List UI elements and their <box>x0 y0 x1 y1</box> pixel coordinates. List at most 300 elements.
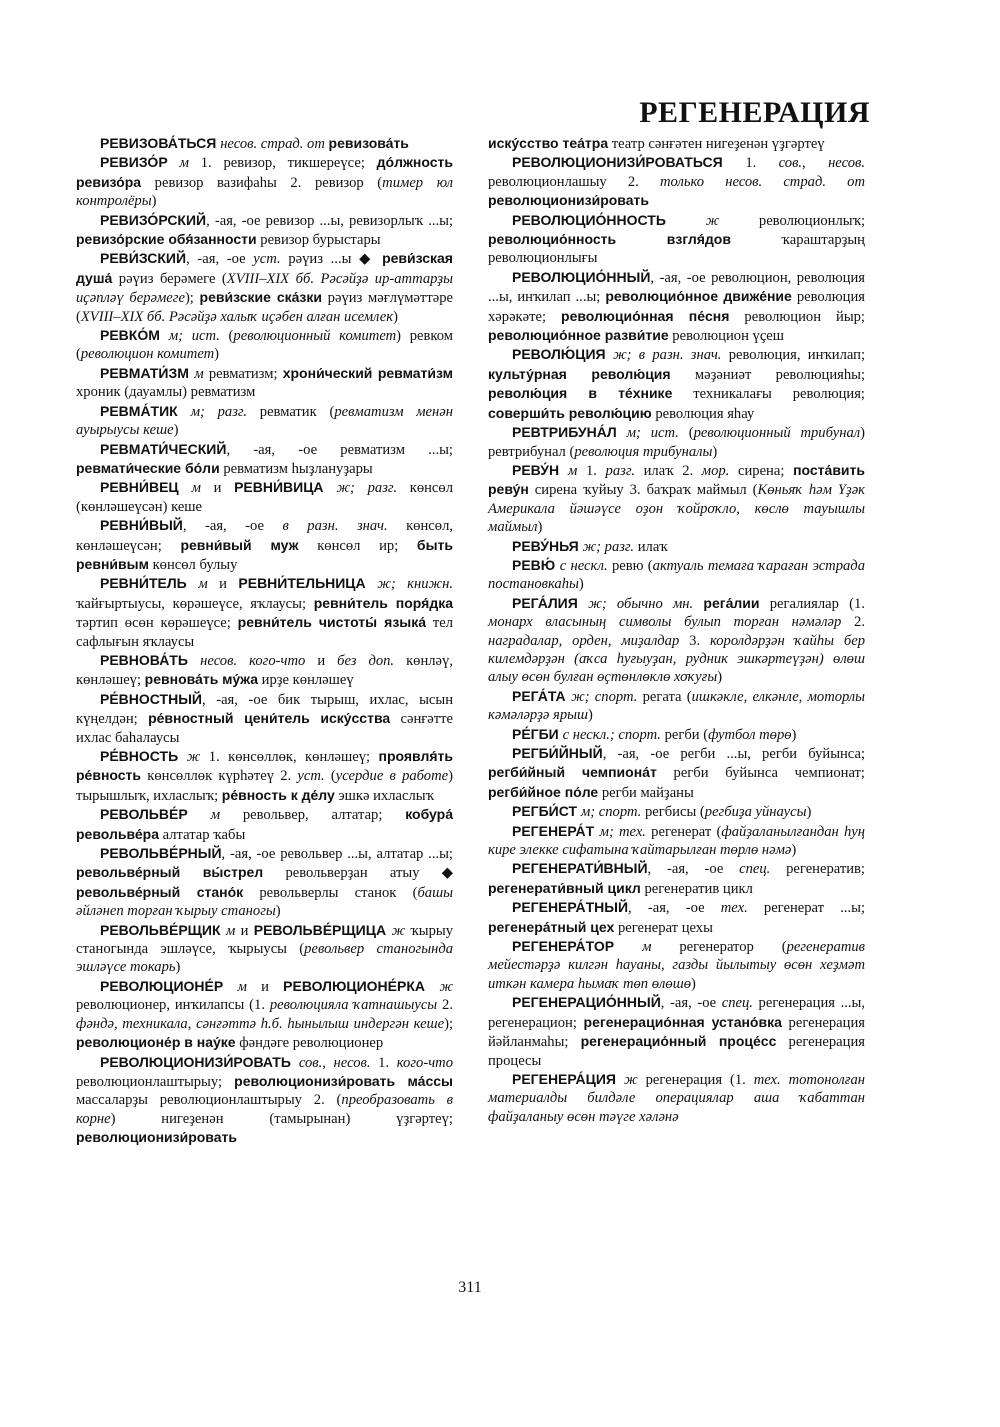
label: ревматизм менән ауырыусы кеше <box>76 403 453 439</box>
dictionary-entry <box>488 898 865 937</box>
label: регбиҙа уйнаусы <box>704 804 807 821</box>
text: регенератив цикл <box>640 880 753 897</box>
text: ) <box>537 519 543 536</box>
headword: РЕГЕНЕРАТИ́ВНЫЙ <box>512 860 648 877</box>
dictionary-entry <box>76 516 453 574</box>
text: , -ая, -ое регби ...ы, регби буйынса; <box>602 746 865 762</box>
headword: РЕ́ВНОСТЬ <box>100 748 187 764</box>
text: 1. <box>585 462 606 479</box>
dictionary-entry <box>76 440 453 479</box>
phrase: револьве́рный стано́к <box>76 883 244 900</box>
phrase: до́лжность ревизо́ра <box>76 154 453 190</box>
phrase: быть ревни́вым <box>76 536 453 572</box>
headword: РЕВИЗО́РСКИЙ <box>100 211 207 228</box>
label: сов., несов. <box>298 1054 379 1071</box>
phrase: регенерацио́нная устано́вка <box>583 1013 782 1030</box>
text: ) тырышлыҡ, ихласлыҡ; <box>76 768 453 804</box>
phrase: регби́йный чемпиона́т <box>488 764 657 781</box>
text: регенерация (1. <box>645 1071 754 1088</box>
text: револьверлы станок ( <box>243 884 418 901</box>
text: ) ревтрибунал ( <box>488 425 865 460</box>
text: револьверҙан атыу ◆ <box>263 865 453 882</box>
label: революционный трибунал <box>693 425 861 442</box>
label: усердие в работе <box>335 768 449 785</box>
text: , -ая, -ое <box>660 995 722 1012</box>
text: ҡараштарҙың революционлығы <box>488 232 865 267</box>
label: тех. <box>720 900 764 917</box>
phrase: ревнова́ть му́жа <box>144 671 259 688</box>
label: тех. тотонолған материалды билдәле операциялар аша ҡабаттан файҙаланыу өсөн тәүге хәләнә <box>488 1071 866 1125</box>
label: м <box>237 978 262 995</box>
text: , -ая, -ое револьвер ...ы, алтатар ...ы; <box>221 846 453 863</box>
dictionary-entry <box>488 537 865 556</box>
running-head: РЕГЕНЕРАЦИЯ <box>639 96 870 129</box>
label: м <box>179 155 201 172</box>
phrase: реви́зская душа́ <box>76 250 453 286</box>
label: королдәрҙән ҡайһы бер килемдәрҙән (аҡса һуғыуҙан, рудник эшкәртеүҙән) өлөш алыу өсөн булған өҫтөнлөклө хоҡуғы <box>488 632 866 686</box>
text: 1. көнсөллөк, көнләшеү; <box>208 749 379 765</box>
text: рәүиз мәғлүмәттәре ( <box>76 290 453 325</box>
dictionary-entry <box>488 822 865 860</box>
text: ) нигеҙенән (тамырынан) үҙгәртеү; <box>110 1110 453 1127</box>
label: ж; в разн. знач. <box>613 347 729 364</box>
text: ) <box>717 669 723 686</box>
headword: РЕВМА́ТИК <box>100 402 191 419</box>
text: регенерация ...ы, регенерацион; <box>488 995 865 1031</box>
headword: РЕГА́ТА <box>512 687 572 704</box>
phrase: проявля́ть ре́вность <box>76 748 453 784</box>
phrase: революционе́р в нау́ке <box>76 1034 236 1051</box>
text: регенератор ( <box>679 939 787 956</box>
dictionary-entry <box>76 747 453 805</box>
label: революцион комитет <box>80 346 215 363</box>
headword: РЕ́ВНОСТНЫЙ <box>100 690 202 707</box>
text: тәртип өсөн көрәшеүсе; <box>76 615 238 632</box>
text: регенератив; <box>786 861 865 878</box>
text: , -ая, -ое бик тырыш, ихлас, ысын күңелдән; <box>76 691 453 728</box>
headword: РЕВОЛЮ́ЦИЯ <box>512 346 614 363</box>
text: регенерат ...ы; <box>763 900 866 917</box>
headword: РЕГЕНЕРА́ЦИЯ <box>512 1070 625 1087</box>
dictionary-entry <box>488 153 865 210</box>
text: ) <box>791 842 797 859</box>
text: театр сәнғәтен нигеҙенән үҙгәртеү <box>608 136 825 152</box>
text: массаларҙы революционлаштырыу 2. ( <box>76 1092 342 1109</box>
text: 2. <box>442 997 453 1014</box>
label: наградалар, орден, миҙалдар <box>488 632 690 649</box>
label: м <box>567 462 586 479</box>
phrase: иску́сство теа́тра <box>488 135 609 151</box>
text: илаҡ 2. <box>643 462 702 479</box>
label: с нескл. <box>559 557 612 574</box>
label: революционный комитет <box>233 328 397 345</box>
dictionary-entry <box>488 687 865 725</box>
headword: РЕВУ́Н <box>512 461 568 478</box>
text: , -ая, -ое ревизор ...ы, ревизорлыҡ ...ы; <box>206 212 453 229</box>
phrase: ревизова́ть <box>328 135 409 151</box>
dictionary-entry <box>488 993 865 1070</box>
phrase: революционизи́ровать <box>76 1129 237 1146</box>
dictionary-entry <box>76 844 453 921</box>
phrase: револьве́рный вы́стрел <box>76 864 264 881</box>
text: ) ревком ( <box>76 328 453 363</box>
headword: РЕГА́ЛИЯ <box>512 594 589 611</box>
label: сов., несов. <box>778 155 865 172</box>
text: илаҡ <box>637 538 668 555</box>
phrase: регенера́тный цех <box>488 918 615 935</box>
label: фәндә, техникала, сәнғәттә һ.б. һынылыш индергән кеше <box>76 1015 445 1032</box>
headword: РЕВНИ́ТЕЛЬ <box>100 575 199 592</box>
phrase: регби́йное по́ле <box>488 783 599 800</box>
text: ) <box>151 193 157 210</box>
dictionary-entry <box>488 859 865 898</box>
text: ) <box>691 975 696 992</box>
text: ревю ( <box>611 557 653 574</box>
phrase: РЕВНИ́ТЕЛЬНИЦА <box>238 575 378 592</box>
headword: РЕВКО́М <box>100 327 169 344</box>
text: революция хәрәкәте; <box>488 289 866 325</box>
headword: РЕВОЛЮЦИОНИЗИ́РОВАТЬ <box>100 1053 299 1070</box>
label: ж; обычно мн. <box>588 595 704 612</box>
headword: РЕГЕНЕРА́ТОР <box>512 938 643 955</box>
text: ) <box>275 903 281 920</box>
text: регенерат ( <box>651 823 722 840</box>
label: несов. кого-что <box>200 652 318 669</box>
dictionary-entry <box>76 364 453 402</box>
headword: РЕВИЗОВА́ТЬСЯ <box>100 135 221 151</box>
text: регби буйынса чемпионат; <box>656 765 865 782</box>
text: регата ( <box>642 688 692 705</box>
text: көнсөллөк күрһәтеү 2. <box>141 768 298 785</box>
phrase: ре́вностный цени́тель иску́сства <box>148 710 391 727</box>
dictionary-entry <box>76 134 453 153</box>
headword: РЕВОЛЮЦИОНЕ́Р <box>100 977 238 994</box>
text: , -ая, -ое <box>647 861 740 878</box>
label: м; ист. <box>168 328 229 345</box>
dictionary-entry <box>488 725 865 744</box>
text: сирена ҡуйыу 3. баҡраҡ маймыл ( <box>528 482 758 499</box>
label: ж; книжн. <box>377 576 453 593</box>
label: ж <box>624 1071 646 1088</box>
label: башы әйләнеп торған ҡырыу станогы <box>76 884 453 920</box>
dictionary-entry <box>488 1070 865 1126</box>
text: эшкә ихласлыҡ <box>334 787 434 804</box>
label: ж <box>705 212 759 229</box>
dictionary-entry <box>488 134 865 153</box>
phrase: революцио́нное движе́ние <box>605 288 792 305</box>
headword: РЕГЕНЕРА́Т <box>512 822 600 839</box>
text: көнсөл, көнләшеүсән; <box>76 518 453 554</box>
text: революционлыҡ; <box>758 212 865 229</box>
phrase: хрони́ческий ревмати́зм <box>282 364 453 381</box>
label: актуаль темаға ҡараған эстрада постановкаһы <box>488 557 865 593</box>
text: ревматизм һыҙлануҙары <box>219 460 373 477</box>
label: революция трибуналы <box>574 443 713 460</box>
phrase: революцио́нная пе́сня <box>561 307 730 324</box>
text: ) <box>791 726 797 743</box>
headword: РЕГЕНЕРА́ТНЫЙ <box>512 899 629 916</box>
text: ); <box>184 290 200 307</box>
label: футбол төрө <box>708 726 792 743</box>
dictionary-entry <box>488 594 865 687</box>
headword: РЕВОЛЬВЕ́Р <box>100 806 211 823</box>
text: ҡырыу станогында эшләүсе, ҡырыусы ( <box>76 922 453 958</box>
label: революцияла ҡатнашыусы <box>269 997 443 1014</box>
dictionary-entry <box>76 402 453 440</box>
text: и <box>213 480 235 497</box>
text: 2. <box>854 614 865 631</box>
headword: РЕВНОВА́ТЬ <box>100 651 201 668</box>
text: техникалағы революция; <box>672 386 865 403</box>
text: ) <box>588 707 593 724</box>
text: 3. <box>689 632 710 649</box>
label: м <box>210 807 243 824</box>
headword: РЕВТРИБУНА́Л <box>512 424 627 441</box>
text: ( <box>228 328 234 345</box>
dictionary-entry <box>76 326 453 364</box>
phrase: ревни́вый муж <box>180 536 299 553</box>
label: м <box>198 576 220 593</box>
text: көнсөл ир; <box>298 537 417 554</box>
text: ирҙе көнләшеү <box>258 672 354 689</box>
label: XVIII–XIX бб. Рәсәйҙә ир-аттарҙы иҫәпләү берәмеге <box>76 270 453 307</box>
dictionary-entry <box>488 211 865 268</box>
text: революция, инҡилап; <box>728 347 866 364</box>
text: ) <box>578 576 584 593</box>
text: көнләү, көнләшеү; <box>76 652 453 689</box>
headword: РЕВУ́НЬЯ <box>512 537 583 554</box>
dictionary-entry <box>76 921 453 977</box>
text: и <box>219 576 239 593</box>
headword: РЕВОЛЮЦИО́ННОСТЬ <box>512 211 706 228</box>
label: м; ист. <box>626 425 689 442</box>
text: регбисы ( <box>644 804 705 821</box>
headword: РЕВОЛЮЦИОНИЗИ́РОВАТЬСЯ <box>512 154 746 171</box>
right-column <box>488 134 865 1126</box>
label: револьвер станогында эшләүсе токарь <box>76 941 453 976</box>
label: Көньяҡ һәм Үҙәк Америкала йәшәүсе оҙон ҡойроҡло, көслө тауышлы маймыл <box>488 482 865 536</box>
phrase: культу́рная револю́ция <box>488 365 671 382</box>
headword: РЕВОЛЬВЕ́РЩИК <box>100 921 227 938</box>
phrase: регенерати́вный цикл <box>488 879 641 896</box>
label: ж; разг. <box>582 538 638 555</box>
phrase: регенерацио́нный проце́сс <box>580 1033 777 1050</box>
text: регби майҙаны <box>598 784 694 801</box>
label: ж <box>186 749 209 765</box>
dictionary-entry <box>488 937 865 993</box>
phrase: кобура́ револьве́ра <box>76 806 453 842</box>
text: и <box>261 978 284 995</box>
dictionary-entry <box>76 977 453 1053</box>
headword: РЕВМАТИ́ЧЕСКИЙ <box>100 440 227 457</box>
phrase: револю́ция в те́хнике <box>488 385 673 402</box>
label: несов. страд. от <box>220 136 329 152</box>
phrase: революцио́нное разви́тие <box>488 327 669 344</box>
text: регенерация йәйланмаһы; <box>488 1014 865 1051</box>
phrase: ревмати́ческие бо́ли <box>76 459 220 476</box>
label: м <box>226 922 241 939</box>
text: революцион йыр; <box>729 308 865 325</box>
phrase: реви́зские ска́зки <box>199 289 322 306</box>
text: рәүиз ...ы ◆ <box>288 251 383 268</box>
label: м; разг. <box>190 403 260 420</box>
text: 1. ревизор, тикшереүсе; <box>200 155 377 172</box>
text: сәнғәтте ихлас баһалаусы <box>76 711 453 746</box>
dictionary-entry <box>488 556 865 594</box>
text: ( <box>330 768 336 785</box>
label: ж; разг. <box>336 480 410 497</box>
label: монарх власының символы булып торған нәмәләр <box>488 614 855 631</box>
headword: РЕВНИ́ВЕЦ <box>100 479 192 496</box>
headword: РЕВИЗО́Р <box>100 154 180 171</box>
phrase: РЕВОЛЮЦИОНЕ́РКА <box>283 977 440 994</box>
label: м; тех. <box>599 823 652 840</box>
left-column <box>76 134 453 1148</box>
label: файҙаланылғандан һуң кире элекке сифатына ҡайтарылған төрлө нәмә <box>488 823 866 859</box>
phrase: ре́вность к де́лу <box>221 786 335 803</box>
label: преобразовать в корне <box>76 1092 453 1127</box>
phrase: РЕВОЛЬВЕ́РЩИЦА <box>253 921 392 938</box>
text: ревматизм; <box>208 365 283 382</box>
dictionary-entry <box>488 345 865 423</box>
dictionary-entry <box>488 268 865 346</box>
text: хроник (дауамлы) ревматизм <box>76 384 256 401</box>
phrase: ревизо́рские обя́занности <box>76 231 257 248</box>
headword: РЕВМАТИ́ЗМ <box>100 364 195 381</box>
dictionary-entry <box>76 651 453 690</box>
text: и <box>240 922 254 939</box>
dictionary-entry <box>488 802 865 821</box>
label: ж <box>439 978 454 995</box>
text: ) <box>806 804 812 821</box>
text: регби ( <box>664 726 709 743</box>
label: регенератив мейестәрҙә килгән һауаны, газды йылытыу өсөн хеҙмәт иткән камера һымаҡ төп өлөшө <box>488 939 865 992</box>
text: революцион үҫеш <box>668 328 785 345</box>
headword: РЕВОЛЮЦИО́ННЫЙ <box>512 268 651 285</box>
text: регалиялар (1. <box>759 595 865 612</box>
text: ( <box>688 425 694 442</box>
label: мор. <box>701 462 738 479</box>
text: ) <box>214 346 220 363</box>
label: спец. <box>739 861 787 878</box>
text: ); <box>444 1015 453 1032</box>
page-number: 311 <box>458 1279 482 1296</box>
phrase: революцио́нность взгля́дов <box>488 231 731 248</box>
label: ишкәкле, елкәнле, моторлы кәмәләрҙә ярыш <box>488 688 866 724</box>
label: ж; спорт. <box>571 688 643 705</box>
dictionary-entry <box>488 744 865 802</box>
text: регенерат цехы <box>614 919 713 936</box>
text: регенерация процесы <box>488 1034 865 1069</box>
label: без доп. <box>337 652 407 669</box>
label: с нескл.; спорт. <box>562 726 665 743</box>
label: разг. <box>605 462 644 479</box>
phrase: соверши́ть револю́цию <box>488 404 652 421</box>
dictionary-entry <box>76 153 453 210</box>
dictionary-entry <box>76 211 453 250</box>
phrase: революционизи́ровать ма́ссы <box>234 1072 453 1089</box>
text: ҡайғыртыусы, көрәшеүсе, яҡлаусы; <box>76 595 314 612</box>
label: м <box>642 939 680 956</box>
label: м; спорт. <box>580 804 645 821</box>
dictionary-entry <box>488 423 865 461</box>
headword: РЕГЕНЕРАЦИО́ННЫЙ <box>512 994 661 1011</box>
dictionary-entry <box>76 249 453 326</box>
text: революция яһау <box>651 405 755 422</box>
label: кого-что <box>396 1054 453 1071</box>
label: XVIII–XIX бб. Рәсәйҙә халыҡ иҫәбен алған исемлек <box>80 308 394 325</box>
text: 1. <box>745 155 779 172</box>
label: уст. <box>253 251 289 268</box>
headword: РЕВИ́ЗСКИЙ <box>100 250 187 267</box>
dictionary-entry <box>488 461 865 537</box>
text: алтатар ҡабы <box>159 826 246 843</box>
text: ревизор вазифаһы 2. ревизор ( <box>141 174 383 191</box>
phrase: ревни́тель чистоты́ языка́ <box>237 614 427 631</box>
label: в разн. знач. <box>282 518 407 535</box>
label: м <box>194 365 209 382</box>
phrase: поста́вить реву́н <box>488 461 865 498</box>
text: рәүиз берәмеге ( <box>112 270 227 287</box>
text: ) <box>393 308 398 325</box>
text: , -ая, -ое ревматизм ...ы; <box>226 441 453 458</box>
text: көнсөл (көнләшеүсән) кеше <box>76 480 453 515</box>
phrase: ревни́тель поря́дка <box>313 594 454 611</box>
headword: РЕГБИ́ЙНЫЙ <box>512 745 603 761</box>
text: ) <box>175 959 181 976</box>
label: только несов. страд. от <box>660 173 865 190</box>
label: тимер юл контролёры <box>76 174 453 210</box>
text: тел сафлығын яҡлаусы <box>76 615 453 650</box>
text: мәҙәниәт революцияһы; <box>670 366 865 383</box>
dictionary-entry <box>76 805 453 844</box>
text: сирена; <box>738 462 794 479</box>
dictionary-entry <box>76 690 453 747</box>
text: и <box>317 652 338 669</box>
text: 1. <box>378 1054 397 1071</box>
text: ) <box>173 422 179 439</box>
text: ревматик ( <box>259 403 335 420</box>
headword: РЕВЮ́ <box>512 556 560 573</box>
text: , -ая, -ое <box>182 518 283 535</box>
headword: РЕВНИ́ВЫЙ <box>100 517 183 534</box>
dictionary-entry <box>76 478 453 516</box>
text: , -ая, -ое <box>628 900 721 917</box>
phrase: революционизи́ровать <box>488 192 649 209</box>
label: м <box>191 480 214 497</box>
text: ревизор бурыстары <box>256 232 381 249</box>
label: спец. <box>721 995 759 1012</box>
text: , -ая, -ое <box>186 251 254 268</box>
dictionary-entry <box>76 1053 453 1148</box>
headword: РЕ́ГБИ <box>512 725 563 742</box>
label: уст. <box>297 768 331 785</box>
text: революционлашыу 2. <box>488 173 660 190</box>
text: революционер, инҡилапсы (1. <box>76 997 270 1014</box>
phrase: РЕВНИ́ВИЦА <box>234 479 337 496</box>
phrase: рега́лии <box>703 594 760 611</box>
text: , -ая, -ое революцион, революция ...ы, инҡилап ...ы; <box>488 269 865 306</box>
dictionary-entry <box>76 574 453 651</box>
label: ж <box>391 922 411 939</box>
text: револьвер, алтатар; <box>242 807 406 824</box>
headword: РЕВОЛЬВЕ́РНЫЙ <box>100 845 222 862</box>
text: фәндәге революционер <box>235 1035 384 1052</box>
text: революционлаштырыу; <box>76 1073 235 1090</box>
text: ) <box>712 443 718 460</box>
text: көнсөл булыу <box>148 556 238 573</box>
headword: РЕГБИ́СТ <box>512 803 581 820</box>
